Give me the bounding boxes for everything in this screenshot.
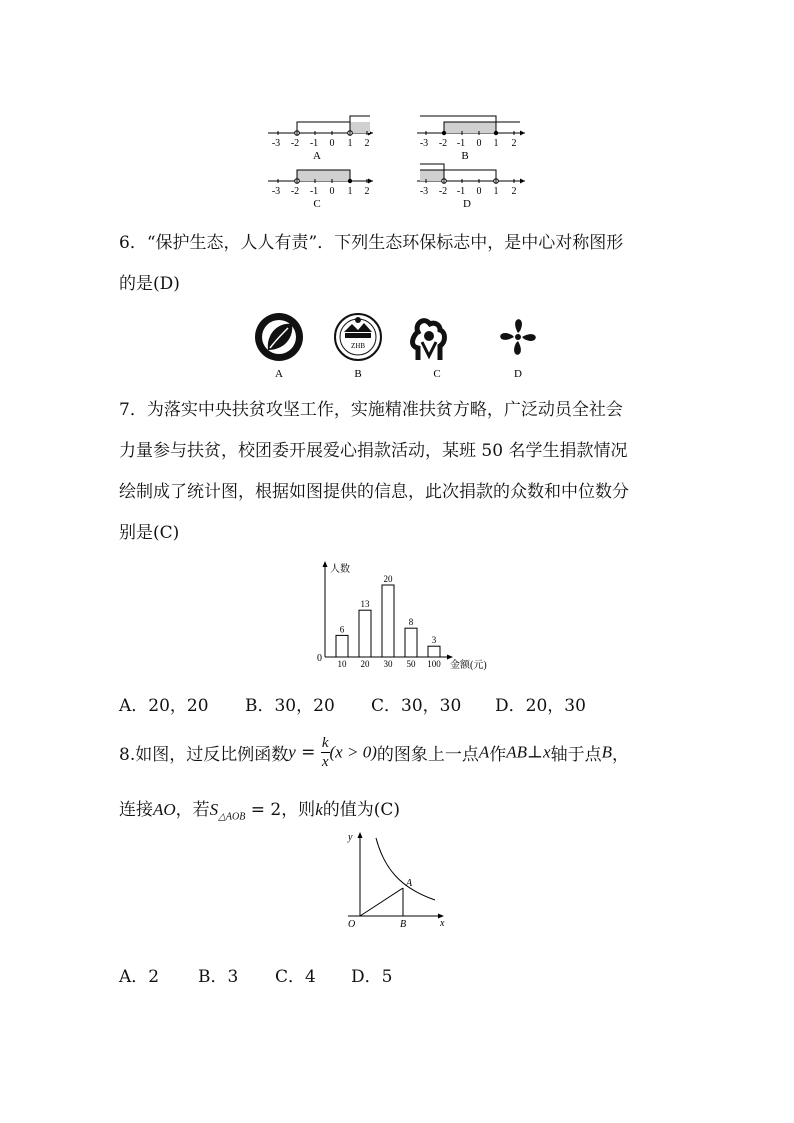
bar-value-label-100: 3	[431, 635, 437, 646]
q8-line2-b: ，若	[175, 800, 210, 820]
bar-20	[359, 610, 371, 657]
svg-text:-1: -1	[456, 186, 466, 197]
q6-line-1: 6．“保护生态，人人有责”．下列生态环保标志中，是中心对称图形	[119, 233, 624, 253]
svg-text:2: 2	[364, 138, 370, 149]
svg-text:-3: -3	[271, 186, 281, 197]
q8-zuo: 作	[489, 745, 507, 765]
q7-line-4: 别是(C)	[119, 523, 180, 543]
svg-text:0: 0	[329, 138, 335, 149]
bar-value-label-10: 6	[339, 624, 345, 635]
chart-origin-label: 0	[317, 653, 322, 664]
bar-category-label-50: 50	[406, 659, 416, 669]
graph-x-label: x	[440, 918, 445, 929]
q8-options	[119, 962, 392, 987]
svg-text:2: 2	[364, 186, 370, 197]
q7-option-a: A．20，20	[119, 696, 209, 716]
perp-symbol: ⊥	[527, 742, 544, 763]
svg-text:1: 1	[493, 138, 499, 149]
bar-value-label-20: 13	[360, 599, 370, 610]
logo-label-a: A	[275, 368, 283, 380]
q7-line-2: 力量参与扶贫，校团委开展爱心捐款活动，某班 50 名学生捐款情况	[119, 441, 628, 461]
area-subscript: △AOB	[218, 811, 246, 823]
q7-line-3: 绘制成了统计图，根据如图提供的信息，此次捐款的众数和中位数分	[119, 482, 629, 502]
svg-text:ZHB: ZHB	[351, 342, 365, 350]
svg-text:-3: -3	[419, 186, 429, 197]
svg-text:0: 0	[329, 186, 335, 197]
q8-option-b: B．3	[198, 967, 239, 987]
formula-x: x	[321, 754, 329, 770]
svg-text:-3: -3	[419, 138, 429, 149]
logo-a-leaf-icon	[255, 313, 303, 361]
graph-point-b: B	[400, 919, 407, 930]
logo-label-d: D	[514, 368, 522, 380]
q7-option-d: D．20，30	[495, 696, 586, 716]
q8-option-a: A．2	[119, 967, 160, 987]
area-symbol: S	[209, 800, 219, 819]
formula-k: k	[321, 735, 329, 751]
bar-10	[336, 635, 348, 657]
q8-option-c: C．4	[275, 967, 316, 987]
segment-ao	[360, 888, 403, 916]
svg-text:-2: -2	[438, 186, 448, 197]
graph-point-a: A	[406, 878, 413, 889]
question-6	[119, 223, 679, 305]
bar-value-label-50: 8	[408, 617, 414, 628]
number-line-a	[268, 116, 373, 136]
chart-y-arrow	[323, 561, 328, 567]
svg-text:0: 0	[476, 186, 482, 197]
chart-xlabel: 金额(元)	[450, 660, 487, 671]
graph-origin-label: O	[348, 919, 356, 930]
number-line-c	[268, 170, 373, 184]
svg-text:-2: -2	[290, 186, 300, 197]
q7-option-c: C．30，30	[371, 696, 462, 716]
formula-y: y	[288, 742, 296, 762]
svg-text:-1: -1	[456, 138, 466, 149]
segment-ao-ref: AO	[153, 800, 176, 819]
formula-fraction	[321, 734, 330, 771]
bar-category-label-30: 30	[383, 659, 393, 669]
svg-text:2: 2	[511, 138, 517, 149]
formula-cond: (x > 0)	[329, 742, 377, 762]
hyperbola-curve	[376, 838, 435, 900]
svg-text:2: 2	[511, 186, 517, 197]
svg-text:-2: -2	[290, 138, 300, 149]
svg-text:-1: -1	[309, 186, 319, 197]
svg-text:-1: -1	[309, 138, 319, 149]
logo-b-seal-icon	[335, 314, 381, 360]
number-line-d	[417, 164, 525, 184]
q8-prefix: 8.如图，过反比例函数	[119, 745, 289, 765]
label-c: C	[313, 198, 321, 210]
bar-value-label-30: 20	[383, 574, 393, 584]
q8-line2-a: 连接	[119, 800, 153, 820]
logo-c-icon	[413, 321, 445, 360]
donation-bar-chart	[312, 560, 492, 675]
bar-category-label-10: 10	[337, 659, 347, 669]
q7-line-1: 7．为落实中央扶贫攻坚工作，实施精准扶贫方略，广泛动员全社会	[119, 400, 623, 420]
q8-line2-c: ，则	[281, 800, 316, 820]
svg-text:-2: -2	[438, 138, 448, 149]
q8-line2-d: 的值为(C)	[322, 800, 401, 820]
number-lines-figure	[260, 108, 540, 213]
q8-line-2	[119, 795, 400, 822]
svg-text:0: 0	[476, 138, 482, 149]
label-d: D	[463, 198, 471, 210]
chart-x-arrow	[447, 655, 453, 660]
bar-30	[382, 585, 394, 657]
hyperbola-graph	[340, 828, 455, 933]
svg-text:1: 1	[493, 186, 499, 197]
bar-category-label-20: 20	[360, 659, 370, 669]
k-ref: k	[315, 800, 323, 819]
q7-options	[119, 691, 586, 716]
q8-line-1: 8.如图，过反比例函数y = $\frac{k}{x}$ (x > 0)的图象上一点A作AB⊥x轴于点B，	[119, 735, 629, 770]
logo-d-petal-icon	[500, 319, 536, 355]
q8-comma: ，	[611, 745, 629, 765]
bar-50	[405, 628, 417, 657]
point-b-ref: B	[601, 742, 612, 762]
bar-category-label-100: 100	[427, 659, 441, 669]
logo-label-c: C	[433, 368, 441, 380]
number-line-b	[417, 116, 525, 136]
question-7	[119, 390, 679, 554]
eco-logos-figure	[248, 310, 548, 382]
area-value: = 2	[245, 800, 282, 820]
svg-text:-3: -3	[271, 138, 281, 149]
point-a-ref: A	[478, 742, 490, 762]
q7-option-b: B．30，20	[245, 696, 335, 716]
q8-mid: 的图象上一点	[376, 745, 479, 765]
q8-suffix: 轴于点	[550, 745, 602, 765]
x-axis-ref: x	[543, 742, 551, 762]
logo-label-b: B	[354, 368, 362, 380]
bar-100	[428, 646, 440, 657]
q6-line-2: 的是(D)	[119, 274, 180, 294]
label-a: A	[313, 150, 321, 162]
svg-text:1: 1	[347, 186, 353, 197]
q8-option-d: D．5	[351, 967, 393, 987]
svg-text:1: 1	[347, 138, 353, 149]
segment-ab-ref: AB	[506, 742, 528, 762]
graph-y-label: y	[348, 832, 353, 843]
label-b: B	[461, 150, 469, 162]
tick-labels	[272, 138, 517, 197]
chart-ylabel: 人数	[330, 564, 350, 575]
